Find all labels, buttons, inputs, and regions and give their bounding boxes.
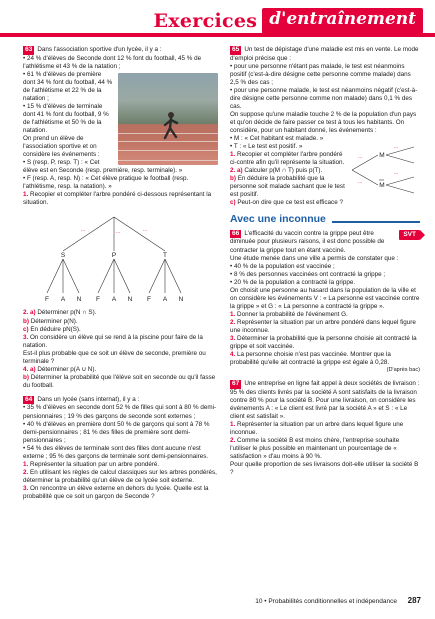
tree-node-not-m: M [379, 182, 385, 190]
tree-node-p: P [111, 252, 117, 260]
question-text: La personne choisie n'est pas vaccinée. Montrer que la probabilité qu'elle ait contracté la grippe est égale à 0,28. [230, 351, 391, 367]
question-number: c) [23, 325, 29, 333]
exercise-intro: Un test de dépistage d'une maladie est mis en vente. Le mode d'emploi précise que : [230, 46, 419, 62]
exercise-number: 67 [232, 380, 240, 388]
tree-leaf: A [111, 296, 117, 304]
bullet: • F (resp. A, resp. N) : « Cet élève pratique le football (resp. l'athlétisme, resp. la natation). » [23, 175, 189, 191]
paragraph: On suppose qu'une maladie touche 2 % de la population d'un pays et qu'on décide de faire passer ce test à tous les habitants. On considère, pour un habitant donné, les événements : [230, 110, 417, 134]
tree-leaf: F [45, 296, 49, 304]
question-text: En déduire pN(S). [30, 325, 81, 333]
bullet: • 54 % des élèves de terminale sont des filles dont aucune n'est externe ; 95 % des garçons de terminale sont demi-pensionnaires. [23, 444, 209, 460]
header-title [154, 8, 424, 34]
question-text: On considère un élève qui se rend à la piscine pour faire de la natation. [23, 333, 203, 349]
bullet: • 61 % d'élèves de première dont 34 % font du football, 44 % de l'athlétisme et 22 % de la natation ; [23, 70, 113, 102]
source-note: (D'après bac) [386, 367, 420, 374]
paragraph: On choisit une personne au hasard dans la population de la ville et on considère les événements V : « La personne est vaccinée contre la grippe » et G : « La personne a contracté la grippe ». [230, 286, 420, 310]
bullet: • 40 % d'élèves en première dont 50 % de garçons qui sont à 78 % demi-pensionnaires ; 81 % des filles de première sont demi-pensionnaires ; [23, 420, 210, 444]
runner-figure-icon [162, 111, 180, 141]
exercise-intro: Dans un lycée (sans internat), il y a : [37, 395, 140, 403]
question-text: En utilisant les règles de calcul classiques sur les arbres pondérés, déterminer la probabilité qu'un élève de ce lycée soit externe. [23, 468, 217, 484]
exercise-intro: Dans l'association sportive d'un lycée, il y a : [37, 46, 162, 53]
bullet: • 20 % de la population a contracté la grippe. [230, 278, 356, 286]
question-number: 1. [230, 310, 236, 318]
question-number: c) [230, 199, 236, 207]
exercise-63 [23, 46, 218, 390]
question-text: Déterminer p(A ∪ N). [37, 365, 97, 373]
tree-leaf: F [96, 296, 100, 304]
question-text: Recopier et compléter l'arbre pondéré ci-dessous représentant la situation. [23, 191, 212, 207]
test-tree-diagram [350, 143, 420, 197]
header-title-box: d'entraînement [262, 8, 423, 34]
question-number: 2. [23, 468, 29, 476]
weighted-tree-diagram [41, 213, 191, 303]
question-number: 3. [230, 335, 236, 343]
svt-badge: SVT [399, 230, 420, 240]
tree-weight: ... [358, 179, 363, 186]
exercise-intro: Une entreprise en ligne fait appel à deux sociétés de livraison : 95 % des clients livrés par la société A sont satisfaits de la livraison contre 80 % pour la société B. Pour une livraison, on considère les événements A : « Le client est livré par la société A » et S : « Le client est satisfait ». [230, 380, 420, 421]
question-text: On rencontre un élève externe en dehors du lycée. Quelle est la probabilité que ce soit un garçon de Seconde ? [23, 484, 209, 500]
chapter-title: 10 • Probabilités conditionnelles et indépendance [255, 598, 397, 605]
tree-leaf: A [162, 296, 168, 304]
question-text: Déterminer la probabilité que la personne choisie ait contracté la grippe et soit vaccinée. [230, 335, 417, 351]
question-text: Représenter la situation par un arbre pondéré. [30, 460, 160, 468]
exercise-number: 65 [232, 46, 240, 53]
paragraph: Une étude menée dans une ville a permis de constater que : [230, 254, 399, 262]
bullet: • 15 % d'élèves de terminale dont 41 % font du football, 9 % de l'athlétisme et 50 % de la natation. [23, 102, 109, 134]
exercise-number: 64 [25, 395, 33, 403]
tree-leaf: N [127, 296, 133, 304]
page-number: 287 [407, 596, 421, 605]
tree-weight: ... [358, 154, 363, 161]
paragraph: On prend un élève de l'association sportive et on considère les événements : [23, 135, 100, 159]
question-text: Comme la société B est moins chère, l'entreprise souhaite l'utiliser le plus possible en maintenant un pourcentage de « satisfaction » d'au moins à 90 %. [230, 437, 400, 461]
tree-leaf: N [76, 296, 82, 304]
question-number: 1. [23, 460, 29, 468]
bullet: • T : « Le test est positif. » [230, 143, 303, 151]
bullet: • 24 % d'élèves de Seconde dont 12 % font du football, 45 % de l'athlétisme et 43 % de la natation ; [23, 54, 202, 70]
tree-weight: ... [143, 227, 148, 234]
question-number: b) [23, 373, 29, 381]
exercise-65 [230, 46, 420, 207]
question-number: 1. [230, 421, 236, 429]
question-number: 3. [23, 333, 29, 341]
question-text: Est-il plus probable que ce soit un élève de seconde, première ou terminale ? [23, 349, 206, 365]
question-text: Représenter la situation par un arbre pondéré dans lequel figure une inconnue. [230, 318, 416, 334]
question-number: 2. [230, 318, 236, 326]
right-column [230, 46, 420, 483]
left-column [23, 46, 218, 507]
question-number: 3. [23, 484, 29, 492]
bullet: • pour une personne n'étant pas malade, le test est néanmoins positif (c'est-à-dire désigne cette personne comme malade) dans 2,5 % des cas ; [230, 62, 411, 86]
question-number: 1. [23, 191, 29, 199]
exercise-number: 63 [25, 46, 33, 53]
section-rule [332, 221, 420, 223]
exercise-intro: L'efficacité du vaccin contre la grippe peut être diminuée pour plusieurs raisons, il est donc possible de contracter la grippe tout en étant vacciné. [230, 229, 385, 254]
tree-weight: ... [394, 170, 399, 177]
question-text: Recopier et compléter l'arbre pondéré ci-contre afin qu'il représente la situation. [230, 151, 345, 167]
question-number: 1. [230, 151, 236, 159]
question-text: Déterminer p(N ∩ S). [37, 309, 97, 317]
question-text: Déterminer p(N). [30, 317, 78, 325]
question-text: Représenter la situation par un arbre dans lequel figure une inconnue. [230, 421, 404, 437]
question-number: b) [23, 317, 29, 325]
tree-node-m: M [379, 152, 385, 160]
section-title: Avec une inconnue [230, 213, 326, 226]
question-number: 4. [230, 351, 236, 359]
tree-weight: ... [81, 227, 86, 234]
exercise-67 [230, 380, 420, 477]
page-footer [0, 596, 435, 610]
question-text: Donner la probabilité de l'événement G. [237, 310, 348, 318]
tree-weight: ... [394, 144, 399, 151]
header-title-plain: Exercices [153, 9, 258, 32]
tree-node-t: T [163, 252, 167, 260]
bullet: • 35 % d'élèves en seconde dont 52 % de filles qui sont à 80 % demi-pensionnaires ; 19 % des garçons de seconde sont externes ; [23, 404, 217, 420]
athletics-photo [118, 73, 218, 165]
question-text: Peut-on dire que ce test est efficace ? [237, 199, 343, 207]
question-text: En déduire la probabilité que la personne soit malade sachant que le test est positif. [230, 175, 345, 199]
section-heading [230, 213, 420, 226]
exercise-66 [230, 230, 420, 374]
question-number: 2. a) [23, 309, 36, 317]
page-header [0, 0, 435, 44]
question-number: 2. a) [230, 167, 243, 175]
question-number: b) [230, 175, 236, 183]
bullet: • 8 % des personnes vaccinées ont contracté la grippe ; [230, 270, 386, 278]
bullet: • S (resp. P, resp. T) : « Cet élève est en Seconde (resp. première, resp. terminale). » [23, 159, 183, 175]
bullet: • 40 % de la population est vaccinée ; [230, 262, 335, 270]
bullet: • M : « Cet habitant est malade. » [230, 135, 324, 143]
question-number: 4. a) [23, 365, 36, 373]
tree-node-s: S [60, 252, 66, 260]
question-text: Pour quelle proportion de ses livraisons doit-elle utiliser la société B ? [230, 461, 419, 477]
bullet: • pour une personne malade, le test est néanmoins négatif (c'est-à-dire désigne cette personne comme non malade) dans 0,1 % des cas. [230, 86, 418, 110]
tree-leaf: F [147, 296, 151, 304]
exercise-number: 66 [232, 229, 240, 237]
question-text: Calculer p(M ∩ T) puis p(T). [244, 167, 323, 175]
exercise-64 [23, 396, 218, 501]
tree-leaf: N [178, 296, 184, 304]
tree-weight: ... [116, 229, 121, 236]
question-number: 2. [230, 437, 236, 445]
question-text: Déterminer la probabilité que l'élève soit en seconde ou qu'il fasse du football. [23, 373, 216, 389]
tree-leaf: A [60, 296, 66, 304]
